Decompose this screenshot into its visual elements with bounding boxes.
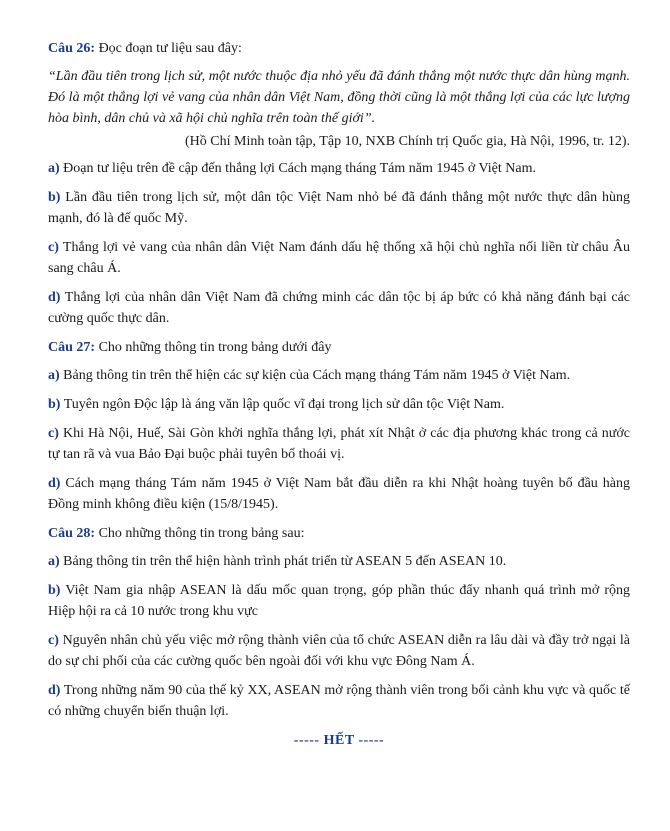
option-label: b): [48, 397, 61, 412]
option-label: b): [48, 583, 61, 598]
quoted-passage: “Lần đầu tiên trong lịch sử, một nước thuộc địa nhỏ yếu đã đánh thắng một nước thực dân hùng mạnh. Đó là một thắng lợi vẻ vang của nhân dân Việt Nam, đồng thời cũng là một thắng lợi của các lực lượng hòa bình, dân chủ và xã hội chủ nghĩa trên toàn thế giới”.: [48, 69, 630, 126]
option-text: Đoạn tư liệu trên đề cập đến thắng lợi Cách mạng tháng Tám năm 1945 ở Việt Nam.: [63, 161, 536, 176]
option-c: [48, 630, 630, 672]
option-text: Cách mạng tháng Tám năm 1945 ở Việt Nam bắt đầu diễn ra khi Nhật hoàng tuyên bố đầu hàng Đồng minh không điều kiện (15/8/1945).: [48, 476, 630, 512]
option-d: [48, 287, 630, 329]
option-b: [48, 580, 630, 622]
option-d: [48, 680, 630, 722]
option-c: [48, 423, 630, 465]
option-label: d): [48, 290, 61, 305]
option-text: Bảng thông tin trên thể hiện hành trình phát triển từ ASEAN 5 đến ASEAN 10.: [63, 554, 507, 569]
option-a: [48, 365, 630, 386]
question-26: [48, 38, 630, 329]
option-text: Trong những năm 90 của thế kỷ XX, ASEAN mở rộng thành viên trong bối cảnh khu vực và quốc tế có những chuyển biến thuận lợi.: [48, 683, 631, 719]
option-text: Tuyên ngôn Độc lập là áng văn lập quốc vĩ đại trong lịch sử dân tộc Việt Nam.: [63, 397, 505, 412]
question-header: [48, 523, 630, 544]
option-text: Thắng lợi vẻ vang của nhân dân Việt Nam đánh dấu hệ thống xã hội chủ nghĩa nối liền từ châu Âu sang châu Á.: [48, 240, 630, 276]
question-prompt: Cho những thông tin trong bảng dưới đây: [98, 340, 332, 355]
option-label: c): [48, 633, 59, 648]
option-b: [48, 187, 630, 229]
question-number: Câu 26:: [48, 41, 96, 56]
option-text: Bảng thông tin trên thể hiện các sự kiện của Cách mạng tháng Tám năm 1945 ở Việt Nam.: [63, 368, 571, 383]
option-text: Thắng lợi của nhân dân Việt Nam đã chứng minh các dân tộc bị áp bức có khả năng đánh bại các cường quốc thực dân.: [48, 290, 631, 326]
question-28: [48, 523, 630, 722]
option-text: Việt Nam gia nhập ASEAN là dấu mốc quan trọng, góp phần thúc đẩy nhanh quá trình mở rộng Hiệp hội ra cả 10 nước trong khu vực: [48, 583, 630, 619]
option-b: [48, 394, 630, 415]
question-prompt: Cho những thông tin trong bảng sau:: [98, 526, 305, 541]
option-label: d): [48, 683, 61, 698]
passage-citation: (Hồ Chí Minh toàn tập, Tập 10, NXB Chính trị Quốc gia, Hà Nội, 1996, tr. 12).: [185, 134, 630, 149]
end-mark: ----- HẾT -----: [293, 733, 385, 748]
option-label: b): [48, 190, 61, 205]
question-number: Câu 28:: [48, 526, 96, 541]
option-a: [48, 551, 630, 572]
option-c: [48, 237, 630, 279]
option-label: a): [48, 161, 60, 176]
option-a: [48, 158, 630, 179]
question-27: [48, 337, 630, 515]
option-label: a): [48, 368, 60, 383]
option-text: Nguyên nhân chủ yếu việc mở rộng thành viên của tổ chức ASEAN diễn ra lâu dài và đầy trở ngại là do sự chi phối của các cường quốc bên ngoài đối với khu vực Đông Nam Á.: [48, 633, 631, 669]
question-prompt: Đọc đoạn tư liệu sau đây:: [98, 41, 242, 56]
question-number: Câu 27:: [48, 340, 96, 355]
question-header: [48, 38, 630, 59]
option-text: Khi Hà Nội, Huế, Sài Gòn khởi nghĩa thắng lợi, phát xít Nhật ở các địa phương khác trong cả nước tự tan rã và vua Bảo Đại buộc phải tuyên bố thoái vị.: [48, 426, 631, 462]
option-label: c): [48, 240, 59, 255]
option-label: d): [48, 476, 61, 491]
option-d: [48, 473, 630, 515]
option-label: c): [48, 426, 59, 441]
question-header: [48, 337, 630, 358]
option-label: a): [48, 554, 60, 569]
option-text: Lần đầu tiên trong lịch sử, một dân tộc Việt Nam nhỏ bé đã đánh thắng một nước thực dân hùng mạnh, đó là đế quốc Mỹ.: [48, 190, 631, 226]
page-content: [48, 38, 630, 751]
